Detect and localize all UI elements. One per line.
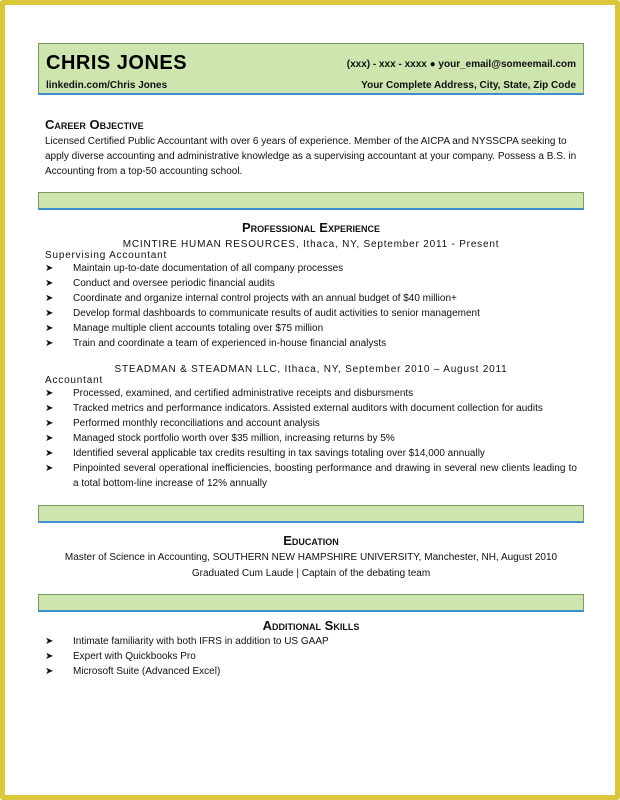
job-bullets — [38, 261, 584, 351]
resume-header — [38, 43, 584, 95]
job-heading: MCINTIRE HUMAN RESOURCES, Ithaca, NY, September 2011 - Present — [122, 239, 500, 250]
skills-list — [38, 634, 584, 679]
section-band — [38, 594, 584, 612]
list-item: ➤ Expert with Quickbooks Pro — [45, 651, 196, 662]
list-item: ➤ Conduct and oversee periodic financial audits — [45, 278, 275, 289]
list-item: ➤ Managed stock portfolio worth over $35 million, increasing returns by 5% — [45, 433, 395, 444]
arrow-bullet-icon: ➤ — [45, 666, 54, 677]
list-item: ➤ Coordinate and organize internal control projects with an annual budget of $40 million+ — [45, 293, 457, 304]
list-item: ➤ Identified several applicable tax credits resulting in tax savings totaling over $14,000 annually — [45, 448, 485, 459]
arrow-bullet-icon: ➤ — [45, 463, 54, 474]
list-item: ➤ Microsoft Suite (Advanced Excel) — [45, 666, 221, 677]
resume-page — [38, 43, 584, 679]
arrow-bullet-icon: ➤ — [45, 323, 54, 334]
arrow-bullet-icon: ➤ — [45, 403, 54, 414]
skills-title: Additional Skills — [262, 618, 360, 633]
arrow-bullet-icon: ➤ — [45, 293, 54, 304]
education-degree: Master of Science in Accounting, SOUTHERN NEW HAMPSHIRE UNIVERSITY, Manchester, NH, August 2010 — [64, 552, 558, 563]
arrow-bullet-icon: ➤ — [45, 448, 54, 459]
job-heading: STEADMAN & STEADMAN LLC, Ithaca, NY, September 2010 – August 2011 — [114, 364, 508, 375]
arrow-bullet-icon: ➤ — [45, 308, 54, 319]
list-item: ➤ Manage multiple client accounts totaling over $75 million — [45, 323, 324, 334]
list-item: ➤ Maintain up-to-date documentation of all company processes — [45, 263, 344, 274]
arrow-bullet-icon: ➤ — [45, 388, 54, 399]
objective-title: Career Objective — [45, 117, 144, 132]
address-line: Your Complete Address, City, State, Zip Code — [361, 80, 576, 91]
arrow-bullet-icon: ➤ — [45, 651, 54, 662]
candidate-name: CHRIS JONES — [46, 52, 188, 74]
education-honors: Graduated Cum Laude | Captain of the debating team — [191, 568, 431, 579]
arrow-bullet-icon: ➤ — [45, 433, 54, 444]
section-band — [38, 192, 584, 210]
arrow-bullet-icon: ➤ — [45, 278, 54, 289]
list-item: ➤ Performed monthly reconciliations and account analysis — [45, 418, 320, 429]
arrow-bullet-icon: ➤ — [45, 263, 54, 274]
list-item: ➤ Develop formal dashboards to communicate results of audit activities to senior management — [45, 308, 480, 319]
linkedin-link[interactable]: linkedin.com/Chris Jones — [46, 80, 168, 91]
list-item: ➤ Processed, examined, and certified administrative receipts and disbursments — [45, 388, 414, 399]
list-item: ➤ Pinpointed several operational inefficiencies, boosting performance and drawing in several new clients leading to a total bottom-line increase of 12% annually — [45, 463, 577, 489]
job-bullets — [38, 386, 584, 491]
experience-title: Professional Experience — [242, 220, 380, 235]
education-title: Education — [283, 533, 339, 548]
arrow-bullet-icon: ➤ — [45, 338, 54, 349]
arrow-bullet-icon: ➤ — [45, 418, 54, 429]
objective-text: Licensed Certified Public Accountant with over 6 years of experience. Member of the AICPA and NYSSCPA seeking to apply diverse accounting and administrative knowledge as a supervising accountant at your company. Possess a B.S. in Accounting from a top-50 accounting school. — [45, 136, 577, 177]
job-role: Supervising Accountant — [45, 250, 168, 261]
section-band — [38, 505, 584, 523]
arrow-bullet-icon: ➤ — [45, 636, 54, 647]
list-item: ➤ Tracked metrics and performance indicators. Assisted external auditors with document collection for audits — [45, 403, 543, 414]
list-item: ➤ Train and coordinate a team of experienced in-house financial analysts — [45, 338, 387, 349]
list-item: ➤ Intimate familiarity with both IFRS in addition to US GAAP — [45, 636, 329, 647]
job-role: Accountant — [45, 375, 104, 386]
contact-info: (xxx) - xxx - xxxx ● your_email@someemail.com — [346, 59, 576, 70]
